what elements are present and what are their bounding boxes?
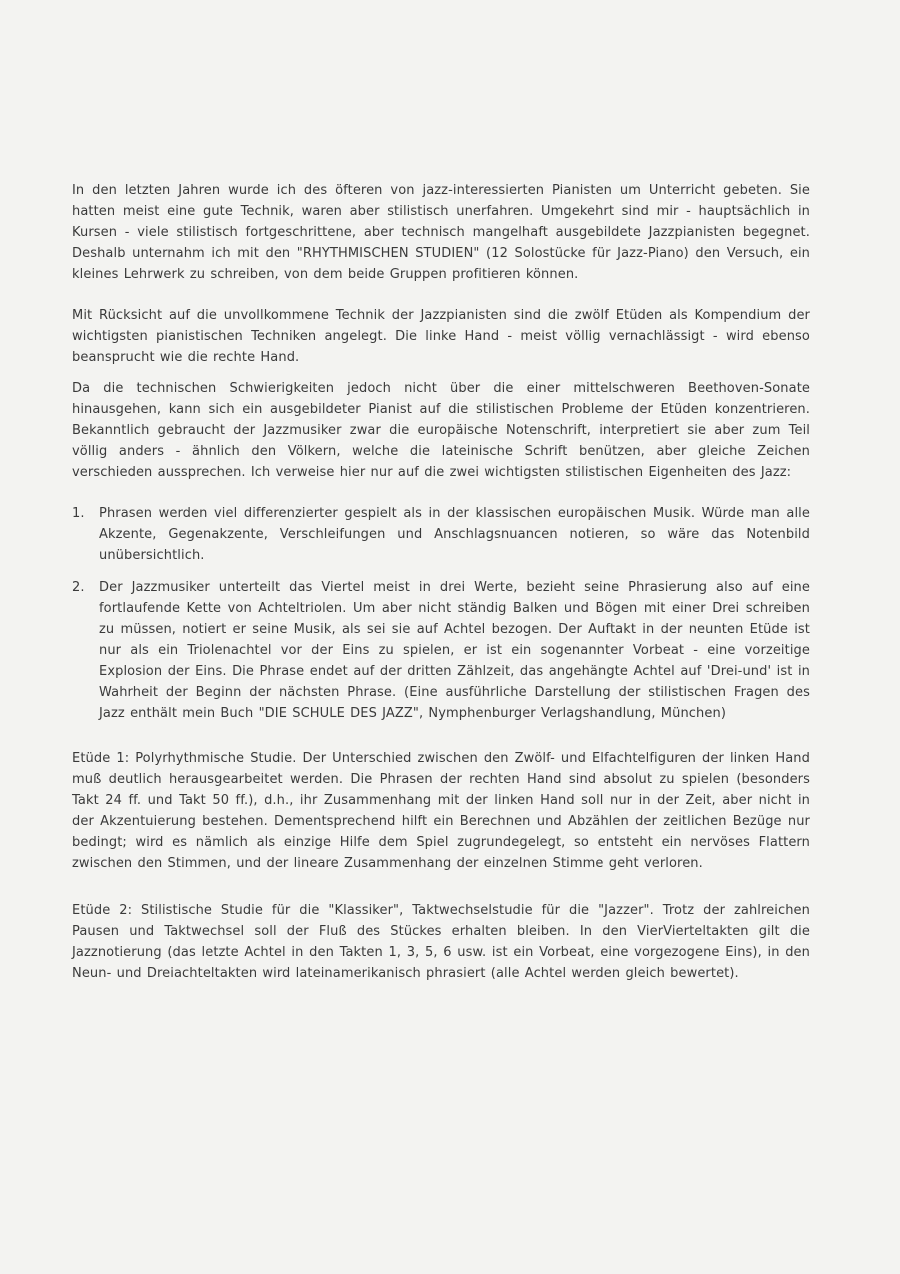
list-item-text: Phrasen werden viel differenzierter gespielt als in der klassischen europäischen Musik. Würde man alle Akzente, Gegenakzente, Verschleifungen und Anschlagsnuancen notieren, so wäre das Notenbild unübersichtlich. [99,506,810,563]
etude-1-paragraph: Etüde 1: Polyrhythmische Studie. Der Unterschied zwischen den Zwölf- und Elfachtelfiguren der linken Hand muß deutlich herausgearbeitet werden. Die Phrasen der rechten Hand sind absolut zu spielen (besonders Takt 24 ff. und Takt 50 ff.), d.h., ihr Zusammenhang mit der linken Hand soll nur in der Zeit, aber nicht in der Akzentuierung bestehen. Dementsprechend hilft ein Berechnen und Abzählen der zeitlichen Bezüge nur bedingt; wird es nämlich als einzige Hilfe dem Spiel zugrundegelegt, so entsteht ein nervöses Flattern zwischen den Stimmen, und der lineare Zusammenhang der einzelnen Stimme geht verloren. [72,751,810,871]
intro-paragraph: In den letzten Jahren wurde ich des öfteren von jazz-interessierten Pianisten um Unterricht gebeten. Sie hatten meist eine gute Technik, waren aber stilistisch unerfahren. Umgekehrt sind mir - hauptsächlich in Kursen - viele stilistisch fortgeschrittene, aber technisch mangelhaft ausgebildete Jazzpianisten begegnet. Deshalb unternahm ich mit den "RHYTHMISCHEN STUDIEN" (12 Solostücke für Jazz-Piano) den Versuch, ein kleines Lehrwerk zu schreiben, von dem beide Gruppen profitieren können. [72,183,810,282]
technique-paragraph: Mit Rücksicht auf die unvollkommene Technik der Jazzpianisten sind die zwölf Etüden als Kompendium der wichtigsten pianistischen Techniken angelegt. Die linke Hand - meist völlig vernachlässigt - wird ebenso beansprucht wie die rechte Hand. [72,308,810,365]
document-body [72,180,810,984]
list-item [72,577,810,724]
list-item-number: 2. [72,580,85,595]
etude-2-paragraph: Etüde 2: Stilistische Studie für die "Klassiker", Taktwechselstudie für die "Jazzer". Trotz der zahlreichen Pausen und Taktwechsel soll der Fluß des Stückes erhalten bleiben. In den VierVierteltakten gilt die Jazznotierung (das letzte Achtel in den Takten 1, 3, 5, 6 usw. ist ein Vorbeat, eine vorgezogene Eins), in den Neun- und Dreiachteltakten wird lateinamerikanisch phrasiert (alle Achtel werden gleich bewertet). [72,903,810,981]
style-paragraph: Da die technischen Schwierigkeiten jedoch nicht über die einer mittelschweren Beethoven-Sonate hinausgehen, kann sich ein ausgebildeter Pianist auf die stilistischen Probleme der Etüden konzentrieren. Bekanntlich gebraucht der Jazzmusiker zwar die europäische Notenschrift, interpretiert sie aber zum Teil völlig anders - ähnlich den Völkern, welche die lateinische Schrift benützen, aber gleiche Zeichen verschieden aussprechen. Ich verweise hier nur auf die zwei wichtigsten stilistischen Eigenheiten des Jazz: [72,381,810,480]
stylistic-features-list [72,503,810,724]
list-item-text: Der Jazzmusiker unterteilt das Viertel meist in drei Werte, bezieht seine Phrasierung also auf eine fortlaufende Kette von Achteltriolen. Um aber nicht ständig Balken und Bögen mit einer Drei schreiben zu müssen, notiert er seine Musik, als sei sie auf Achtel bezogen. Der Auftakt in der neunten Etüde ist nur als ein Triolenachtel vor der Eins zu spielen, er ist ein sogenannter Vorbeat - eine vorzeitige Explosion der Eins. Die Phrase endet auf der dritten Zählzeit, das angehängte Achtel auf 'Drei-und' ist in Wahrheit der Beginn der nächsten Phrase. (Eine ausführliche Darstellung der stilistischen Fragen des Jazz enthält mein Buch "DIE SCHULE DES JAZZ", Nymphenburger Verlagshandlung, München) [99,580,810,721]
list-item-number: 1. [72,506,85,521]
list-item [72,503,810,566]
